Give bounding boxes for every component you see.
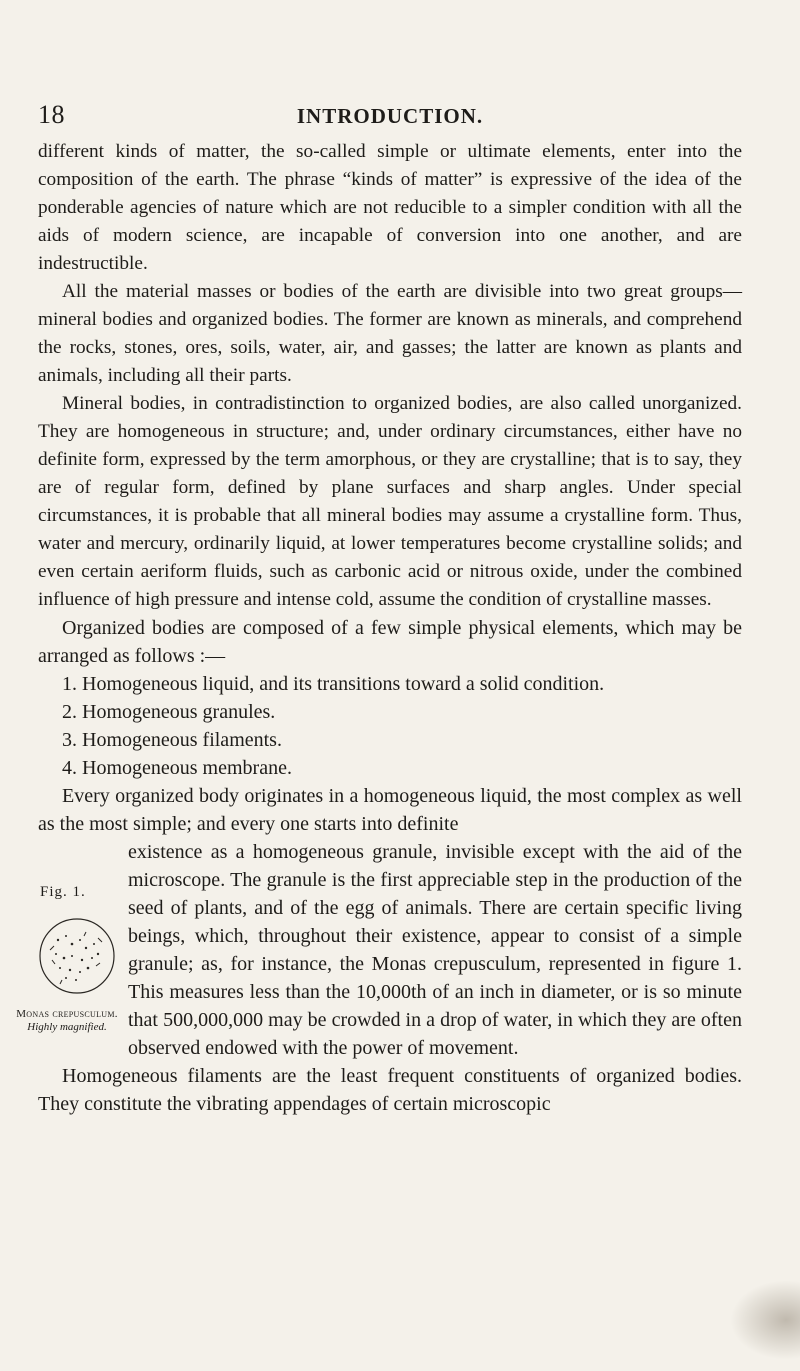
figure-caption bbox=[12, 1008, 122, 1034]
paragraph-5-rest: existence as a homogeneous granule, invisible except with the aid of the microscope. The granule is the first appreciable step in the production of the seed of plants, and of the egg of animals. There are certain specific living beings, which, throughout their existence, appear to consist of a simple granule; as, for instance, the Monas crepusculum, represented in figure 1. This measures less than the 10,000th of an inch in diameter, or is so minute that 500,000,000 may be crowded in a drop of water, in which they are often observed endowed with the power of movement. bbox=[128, 841, 742, 1059]
paragraph-4: Organized bodies are composed of a few simple physical elements, which may be arranged as follows :— bbox=[38, 617, 742, 667]
paragraph-2: All the material masses or bodies of the earth are divisible into two great groups—mineral bodies and organized bodies. The former are known as minerals, and comprehend the rocks, stones, ores, soils, water, air, and gasses; the latter are known as plants and animals, including all their parts. bbox=[38, 281, 742, 386]
page-shadow bbox=[730, 1280, 800, 1360]
element-list bbox=[38, 670, 742, 782]
paragraph-1: different kinds of matter, the so-called simple or ultimate elements, enter into the composition of the earth. The phrase “kinds of matter” is expressive of the idea of the ponderable agencies of nature which are not reducible to a simpler condition with all the aids of modern science, are incapable of conversion into one another, and are indestructible. bbox=[38, 141, 742, 274]
figure-caption-name: Monas crepusculum. bbox=[16, 1008, 118, 1020]
page-number: 18 bbox=[38, 100, 65, 129]
figure-caption-note: Highly magnified. bbox=[27, 1021, 107, 1033]
figure-label: Fig. 1. bbox=[40, 884, 86, 900]
list-item: 4. Homogeneous membrane. bbox=[62, 757, 292, 779]
paragraph-5-intro: Every organized body originates in a homogeneous liquid, the most complex as well as the most simple; and every one starts into definite bbox=[38, 785, 742, 835]
running-head: INTRODUCTION. bbox=[296, 104, 484, 128]
list-item: 1. Homogeneous liquid, and its transitions toward a solid condition. bbox=[62, 673, 605, 695]
paragraph-3: Mineral bodies, in contradistinction to organized bodies, are also called unorganized. They are homogeneous in structure; and, under ordinary circumstances, either have no definite form, expressed by the term amorphous, or they are crystalline; that is to say, they are of regular form, defined by plane surfaces and sharp angles. Under special circumstances, it is probable that all mineral bodies may assume a crystalline form. Thus, water and mercury, ordinarily liquid, at lower temperatures become crystalline solids; and even certain aeriform fluids, such as carbonic acid or nitrous oxide, under the combined influence of high pressure and intense cold, assume the condition of crystalline masses. bbox=[38, 393, 742, 610]
monas-microorganism-illustration bbox=[36, 914, 118, 998]
paragraph-6: Homogeneous filaments are the least frequent constituents of organized bodies. They constitute the vibrating appendages of certain microscopic bbox=[38, 1065, 742, 1115]
page-header bbox=[38, 100, 742, 130]
figure-1 bbox=[0, 838, 122, 1046]
list-item: 2. Homogeneous granules. bbox=[62, 701, 276, 723]
list-item: 3. Homogeneous filaments. bbox=[62, 729, 282, 751]
body-text bbox=[16, 138, 742, 1118]
